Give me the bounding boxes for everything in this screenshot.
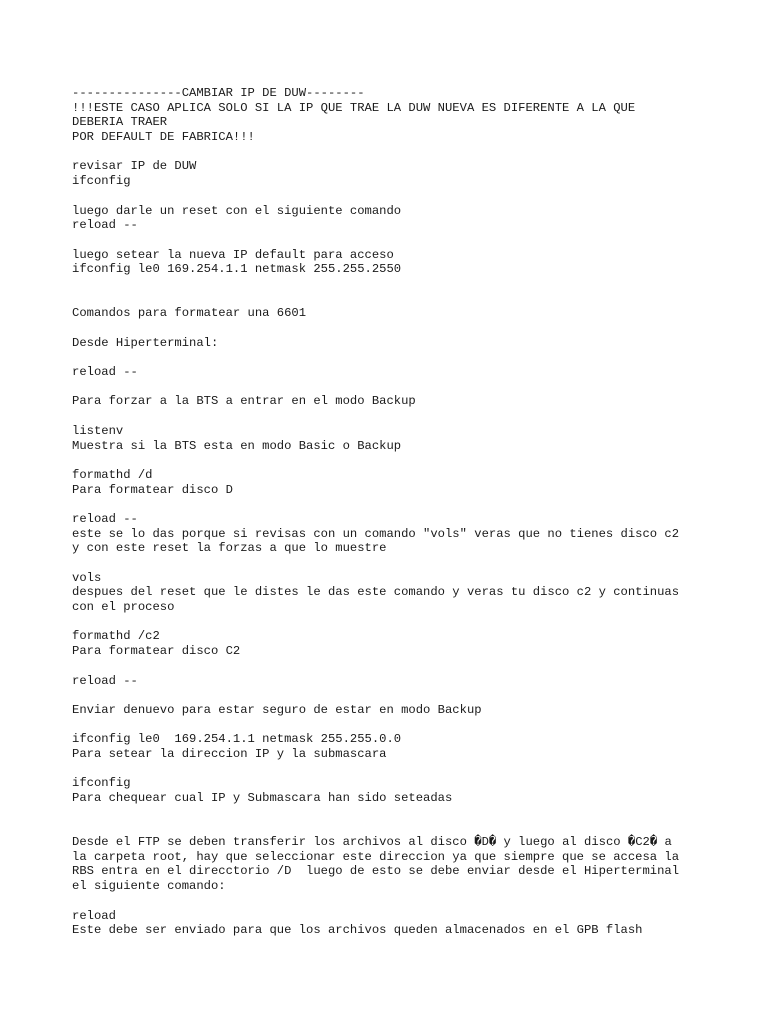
spacer [72, 380, 712, 395]
ftp-instruction-line: Desde el FTP se deben transferir los archivos al disco �D� y luego al disco �C2� a [72, 835, 672, 850]
hiperterminal-label: Desde Hiperterminal: [72, 335, 219, 350]
description-line: Para formatear disco C2 [72, 644, 241, 659]
command-line: ifconfig [72, 776, 131, 791]
command-line: vols [72, 570, 102, 585]
ftp-instruction-line: el siguiente comando: [72, 879, 226, 894]
command-line: reload -- [72, 511, 138, 526]
spacer [72, 556, 712, 571]
description-line: este se lo das porque si revisas con un comando "vols" veras que no tienes disco c2 [72, 526, 680, 541]
duw-reset-label: luego darle un reset con el siguiente comando [72, 203, 402, 218]
command-line: formathd /c2 [72, 629, 160, 644]
ftp-instruction-line: RBS entra en el direcctorio /D luego de esto se debe enviar desde el Hiperterminal [72, 864, 680, 879]
description-line: y con este reset la forzas a que lo muestre [72, 541, 387, 556]
spacer [72, 350, 712, 365]
spacer [72, 718, 712, 733]
duw-set-label: luego setear la nueva IP default para acceso [72, 247, 394, 262]
command-line: ifconfig [72, 174, 131, 189]
description-line: despues del reset que le distes le das este comando y veras tu disco c2 y continuas [72, 585, 680, 600]
spacer [72, 292, 712, 307]
warning-line: !!!ESTE CASO APLICA SOLO SI LA IP QUE TRAE LA DUW NUEVA ES DIFERENTE A LA QUE [72, 100, 636, 115]
document-body [72, 86, 712, 938]
spacer [72, 409, 712, 424]
description-line: Muestra si la BTS esta en modo Basic o Backup [72, 438, 402, 453]
command-line: ifconfig le0 169.254.1.1 netmask 255.255.2550 [72, 262, 402, 277]
spacer [72, 688, 712, 703]
warning-line: POR DEFAULT DE FABRICA!!! [72, 130, 255, 145]
description-line: Para chequear cual IP y Submascara han sido seteadas [72, 791, 453, 805]
spacer [72, 762, 712, 777]
ftp-instruction-line: la carpeta root, hay que seleccionar este direccion ya que siempre que se accesa la [72, 849, 680, 864]
duw-check-label: revisar IP de DUW [72, 159, 197, 174]
command-line: formathd /d [72, 467, 153, 482]
spacer [72, 497, 712, 512]
spacer [72, 659, 712, 674]
spacer [72, 894, 712, 909]
spacer [72, 321, 712, 336]
spacer [72, 820, 712, 835]
spacer [72, 277, 712, 292]
command-line: reload -- [72, 365, 138, 380]
command-line: reload -- [72, 673, 138, 688]
command-line: reload [72, 908, 116, 923]
spacer [72, 453, 712, 468]
warning-line: DEBERIA TRAER [72, 115, 168, 130]
description-line: Para setear la direccion IP y la submascara [72, 746, 387, 761]
description-line: Enviar denuevo para estar seguro de estar en modo Backup [72, 702, 482, 717]
spacer [72, 189, 712, 204]
description-line: Este debe ser enviado para que los archivos queden almacenados en el GPB flash [72, 923, 643, 938]
command-line: listenv [72, 423, 124, 438]
description-line: Para formatear disco D [72, 482, 233, 497]
spacer [72, 233, 712, 248]
document-title: ---------------CAMBIAR IP DE DUW-------- [72, 86, 365, 100]
description-line: con el proceso [72, 600, 175, 615]
section-title: Comandos para formatear una 6601 [72, 306, 307, 321]
spacer [72, 806, 712, 821]
description-line: Para forzar a la BTS a entrar en el modo Backup [72, 394, 416, 409]
spacer [72, 145, 712, 160]
command-line: reload -- [72, 218, 138, 233]
spacer [72, 615, 712, 630]
command-line: ifconfig le0 169.254.1.1 netmask 255.255.0.0 [72, 732, 402, 747]
